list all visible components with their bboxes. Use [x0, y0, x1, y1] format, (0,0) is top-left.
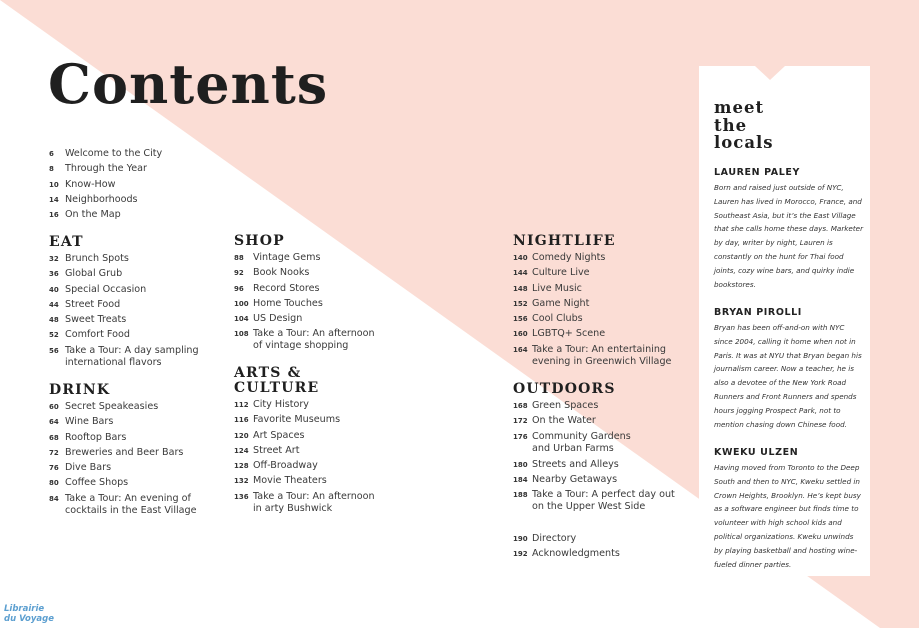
page-number: 168: [513, 402, 528, 410]
entry-label: Record Stores: [253, 282, 320, 294]
section-outdoors: [513, 382, 675, 517]
page-number: 52: [49, 331, 59, 340]
toc-entry[interactable]: [49, 194, 162, 209]
section-arts-culture: [234, 366, 375, 519]
toc-entry[interactable]: [49, 314, 199, 329]
page-number: 116: [234, 416, 249, 425]
svg-text:du Voyage: du Voyage: [4, 614, 55, 624]
toc-entry[interactable]: [234, 267, 375, 282]
toc-entry[interactable]: [234, 283, 375, 298]
toc-entry[interactable]: [49, 432, 197, 447]
local-name: LAUREN PALEY: [714, 167, 800, 178]
local-bio: Born and raised just outside of NYC, Lauren has lived in Morocco, France, and Southeast Asia, but it’s the East Village that she calls home these days. Marketer by day, writer by night, Lauren is constantly on the hunt for Thai food joints, cozy wine bars, and quirky indie bookstores.: [714, 183, 864, 289]
entry-label: LGBTQ+ Scene: [532, 328, 606, 340]
entry-label: Take a Tour: An evening of cocktails in the East Village: [65, 492, 197, 516]
local-name: BRYAN PIROLLI: [714, 307, 802, 318]
local-bio: Having moved from Toronto to the Deep South and then to NYC, Kweku settled in Crown Heights, Brooklyn. He’s kept busy as a software engineer but finds time to volunteer with high school kids and political organizations. Kweku unwinds by playing basketball and hosting wine-fueled dinner parties.: [714, 463, 861, 569]
toc-entry[interactable]: [513, 459, 675, 474]
entry-label: Rooftop Bars: [65, 431, 127, 443]
entry-label: Welcome to the City: [65, 148, 163, 159]
page-number: 156: [513, 315, 528, 324]
page-number: 108: [234, 330, 249, 339]
entry-label: Movie Theaters: [253, 475, 327, 487]
entry-label: Acknowledgments: [532, 548, 620, 560]
page-number: 84: [49, 494, 59, 503]
page-number: 144: [513, 269, 528, 278]
page-number: 40: [49, 285, 59, 294]
page-number: 132: [234, 477, 249, 486]
page-number: 88: [234, 254, 244, 262]
entry-label: City History: [253, 399, 309, 410]
entry-label: Wine Bars: [65, 416, 114, 428]
section-heading: NIGHTLIFE: [513, 233, 616, 249]
entry-label: Take a Tour: An afternoon in arty Bushwick: [253, 490, 375, 514]
entry-label: Take a Tour: A day sampling international flavors: [65, 344, 199, 368]
entry-label: Through the Year: [65, 163, 147, 175]
librairie-du-voyage-logo: [3, 600, 55, 626]
page-number: 190: [513, 535, 528, 543]
entry-label: Live Music: [532, 282, 582, 294]
entry-label: Secret Speakeasies: [65, 401, 159, 412]
toc-entry[interactable]: [513, 431, 675, 459]
entry-label: Green Spaces: [532, 400, 599, 411]
section-heading: OUTDOORS: [513, 381, 616, 397]
entry-label: Off-Broadway: [253, 460, 318, 472]
page-number: 124: [234, 446, 249, 455]
intro-list: [49, 148, 162, 224]
entry-label: Coffee Shops: [65, 477, 129, 489]
page-number: 180: [513, 460, 528, 469]
entry-label: On the Map: [65, 209, 121, 221]
entry-label: Vintage Gems: [253, 252, 321, 263]
entry-label: Game Night: [532, 297, 590, 309]
toc-entry[interactable]: [513, 400, 675, 415]
page-number: 80: [49, 479, 59, 488]
toc-entry[interactable]: [234, 445, 375, 460]
page-number: 60: [49, 403, 59, 411]
entry-label: On the Water: [532, 415, 596, 427]
page-number: 100: [234, 299, 249, 308]
entry-label: Street Art: [253, 444, 300, 456]
section-heading: DRINK: [49, 382, 111, 398]
page-number: 14: [49, 195, 59, 204]
toc-entry[interactable]: [513, 474, 675, 489]
page-number: 112: [234, 401, 249, 409]
panel-notch: [699, 66, 870, 82]
toc-entry[interactable]: [513, 344, 671, 372]
locals-heading: [714, 99, 774, 152]
back-matter-list: [513, 533, 620, 564]
section-heading: ARTS & CULTURE: [234, 365, 320, 396]
page-number: 140: [513, 254, 528, 262]
page-number: 76: [49, 464, 59, 473]
local-bio: Bryan has been off-and-on with NYC since 2004, calling it home when not in Paris. It was at NYU that Bryan began his journalism career. Now a teacher, he is also a devotee of the New York Road Runners and Front Runners and spends hours jogging Prospect Park, not to mention chasing down Chinese food.: [714, 323, 862, 429]
entry-label: Directory: [532, 533, 577, 544]
page-number: 6: [49, 150, 54, 158]
entry-label: Global Grub: [65, 268, 123, 280]
page-number: 128: [234, 462, 249, 471]
entry-label: Nearby Getaways: [532, 473, 618, 485]
toc-entry[interactable]: [49, 447, 197, 462]
page-number: 16: [49, 211, 59, 220]
page-number: 44: [49, 300, 59, 309]
toc-entry[interactable]: [234, 298, 375, 313]
page-number: 160: [513, 330, 528, 339]
toc-entry[interactable]: [234, 328, 375, 356]
entry-label: Take a Tour: A perfect day out on the Upper West Side: [532, 489, 675, 513]
toc-entry[interactable]: [513, 283, 671, 298]
page-number: 68: [49, 433, 59, 442]
page-number: 72: [49, 448, 59, 457]
svg-text:Librairie: Librairie: [4, 604, 45, 614]
toc-entry[interactable]: [49, 462, 197, 477]
section-heading: SHOP: [234, 233, 285, 249]
toc-entry[interactable]: [234, 430, 375, 445]
toc-entry[interactable]: [49, 477, 197, 492]
toc-entry[interactable]: [234, 460, 375, 475]
page-number: 120: [234, 431, 249, 440]
toc-entry[interactable]: [513, 252, 671, 267]
page-number: 192: [513, 550, 528, 559]
toc-entry[interactable]: [49, 148, 162, 163]
entry-label: Take a Tour: An afternoon of vintage shopping: [253, 328, 375, 352]
entry-label: Book Nooks: [253, 267, 310, 279]
toc-entry[interactable]: [513, 548, 620, 563]
toc-entry[interactable]: [49, 284, 199, 299]
toc-entry[interactable]: [49, 179, 162, 194]
entry-label: Art Spaces: [253, 429, 305, 441]
toc-entry[interactable]: [513, 533, 620, 548]
toc-entry[interactable]: [49, 416, 197, 431]
section-shop: [234, 234, 375, 356]
page-number: 172: [513, 417, 528, 426]
page-number: 56: [49, 346, 59, 355]
toc-entry[interactable]: [49, 493, 197, 521]
page-number: 104: [234, 315, 249, 324]
locals-heading-text: meet the locals: [714, 98, 774, 152]
section-heading: EAT: [49, 234, 84, 250]
entry-label: Sweet Treats: [65, 314, 127, 326]
page-number: 64: [49, 418, 59, 427]
entry-label: Home Touches: [253, 297, 323, 309]
page-title: Contents: [48, 52, 329, 116]
entry-label: Cool Clubs: [532, 313, 583, 325]
toc-entry[interactable]: [234, 399, 375, 414]
toc-entry[interactable]: [513, 489, 675, 517]
toc-entry[interactable]: [234, 313, 375, 328]
entry-label: Dive Bars: [65, 462, 112, 474]
page-number: 176: [513, 432, 528, 441]
entry-label: Brunch Spots: [65, 253, 129, 264]
entry-label: Breweries and Beer Bars: [65, 446, 184, 458]
entry-label: Special Occasion: [65, 283, 147, 295]
page-number: 10: [49, 180, 59, 189]
entry-label: Favorite Museums: [253, 414, 341, 426]
page-number: 48: [49, 316, 59, 325]
section-eat: [49, 235, 199, 373]
page-number: 92: [234, 269, 244, 278]
entry-label: Culture Live: [532, 267, 590, 279]
local-name: KWEKU ULZEN: [714, 447, 799, 458]
toc-entry[interactable]: [49, 209, 162, 224]
page-number: 36: [49, 270, 59, 279]
page-number: 188: [513, 491, 528, 500]
page-number: 152: [513, 299, 528, 308]
page-number: 164: [513, 345, 528, 354]
local-profile: [714, 447, 864, 571]
entry-label: US Design: [253, 313, 303, 325]
entry-label: Comfort Food: [65, 329, 130, 341]
entry-label: Streets and Alleys: [532, 458, 619, 470]
page-number: 136: [234, 492, 249, 501]
toc-entry[interactable]: [49, 268, 199, 283]
toc-entry[interactable]: [49, 299, 199, 314]
toc-entry[interactable]: [513, 313, 671, 328]
toc-entry[interactable]: [513, 415, 675, 430]
entry-label: Know-How: [65, 178, 116, 190]
toc-entry[interactable]: [49, 253, 199, 268]
page-number: 96: [234, 284, 244, 293]
toc-entry[interactable]: [49, 163, 162, 178]
page-number: 8: [49, 165, 54, 174]
entry-label: Comedy Nights: [532, 252, 606, 263]
toc-entry[interactable]: [49, 329, 199, 344]
entry-label: Take a Tour: An entertaining evening in Greenwich Village: [532, 343, 672, 367]
page-number: 148: [513, 284, 528, 293]
section-drink: [49, 383, 197, 521]
toc-entry[interactable]: [513, 328, 671, 343]
section-nightlife: [513, 234, 671, 372]
toc-entry[interactable]: [513, 298, 671, 313]
toc-entry[interactable]: [234, 252, 375, 267]
page-number: 184: [513, 475, 528, 484]
toc-entry[interactable]: [513, 267, 671, 282]
entry-label: Neighborhoods: [65, 193, 138, 205]
toc-entry[interactable]: [49, 345, 199, 373]
local-profile: [714, 167, 864, 291]
entry-label: Street Food: [65, 298, 121, 310]
toc-entry[interactable]: [234, 491, 375, 519]
local-profile: [714, 307, 864, 431]
toc-entry[interactable]: [234, 475, 375, 490]
page-number: 32: [49, 255, 59, 263]
toc-entry[interactable]: [49, 401, 197, 416]
toc-entry[interactable]: [234, 414, 375, 429]
entry-label: Community Gardens and Urban Farms: [532, 430, 631, 454]
